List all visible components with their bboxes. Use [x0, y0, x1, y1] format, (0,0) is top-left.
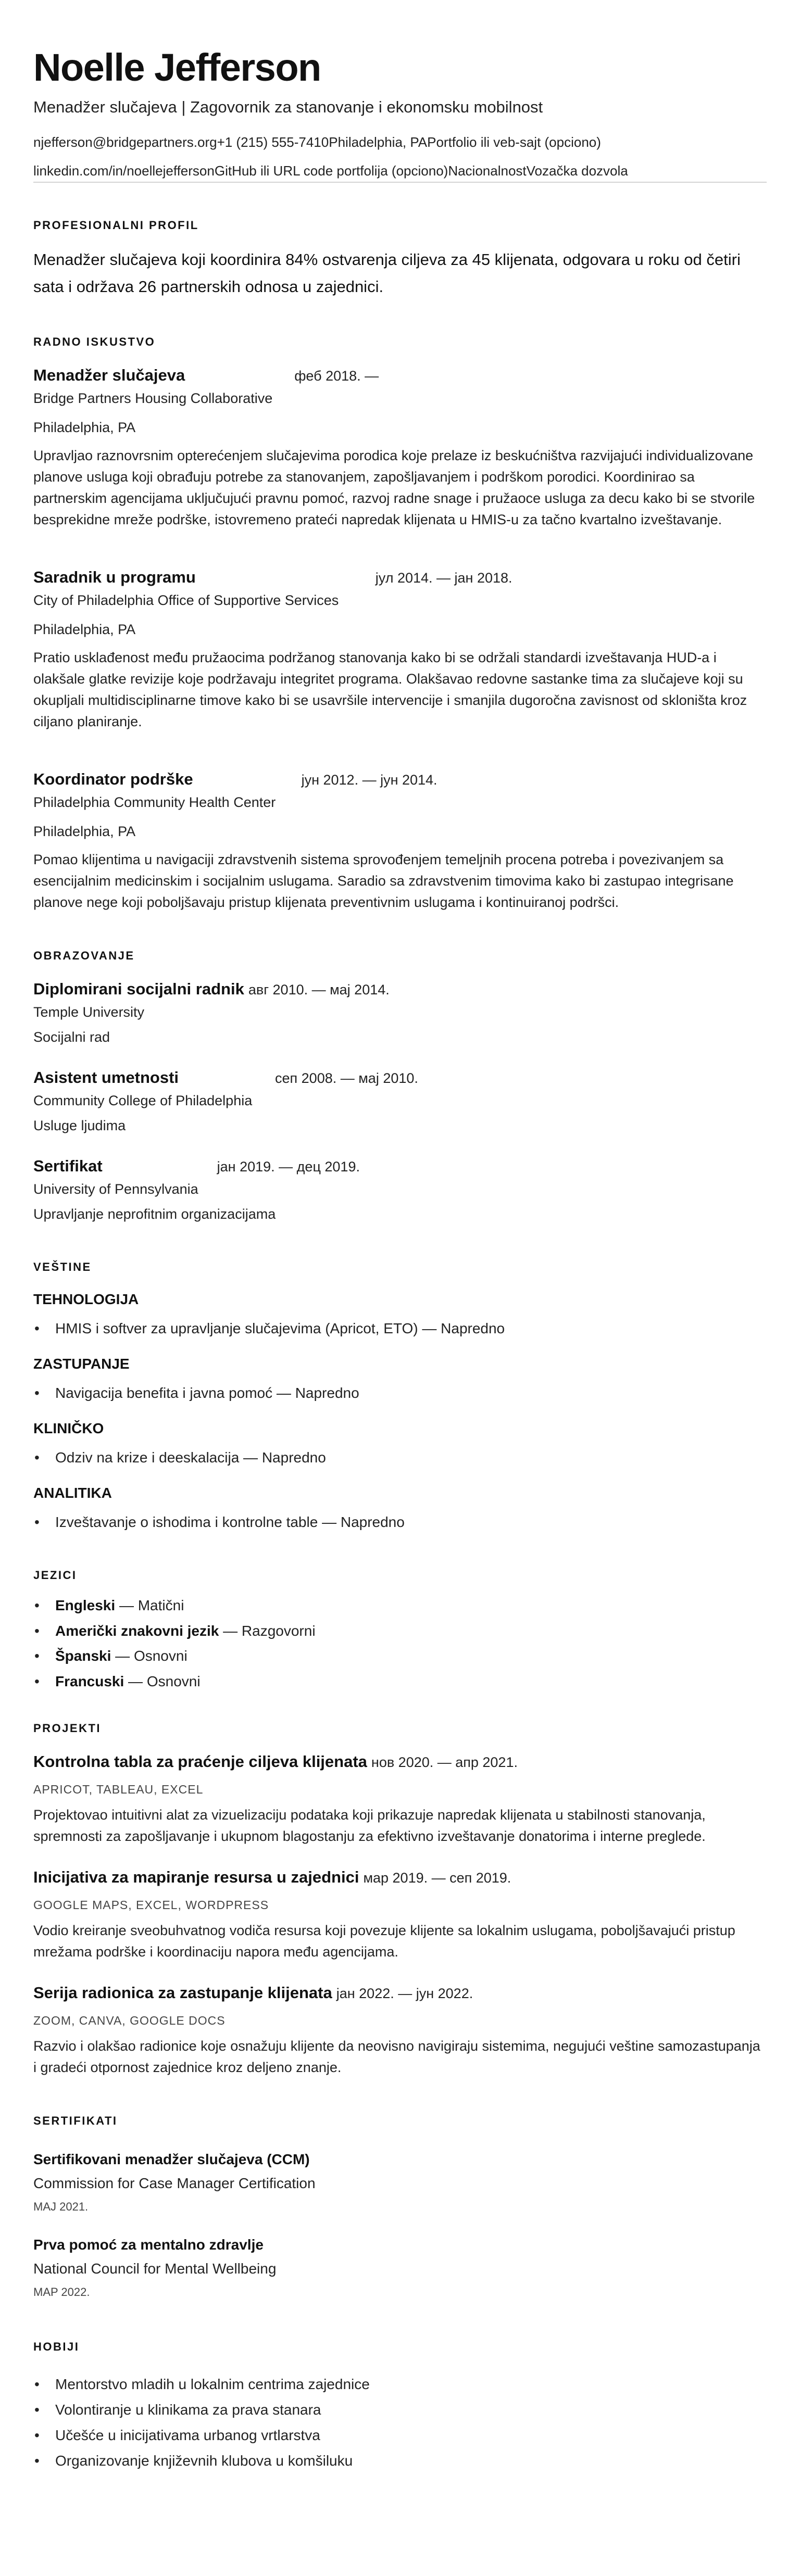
degree-title: Asistent umetnosti — [33, 1068, 179, 1087]
education-entry — [33, 1067, 767, 1136]
language-level: — Osnovni — [124, 1673, 201, 1689]
job-dates: јун 2012. — јун 2014. — [301, 772, 438, 788]
bullet-icon: • — [34, 2452, 40, 2469]
project-dates: јан 2022. — јун 2022. — [336, 1985, 473, 2001]
project-entry — [33, 1751, 767, 1847]
certifications-section — [33, 2114, 767, 2300]
job-description: Pomao klijentima u navigaciji zdravstvenih sistema sprovođenjem temeljnih procena potreba i povezivanjem sa esencijalnim medicinskim i socijalnim uslugama. Saradio sa zdravstvenim timovima kako bi zastupao integrisane planove nege koji poboljšavaju pristup klijenata preventivnim uslugama i kontinuiranoj podršci. — [33, 852, 734, 910]
project-description: Vodio kreiranje sveobuhvatnog vodiča resursa koji povezuje klijente sa lokalnim uslugama, poboljšavajući pristup mrežama podrške i koordinaciju napora među agencijama. — [33, 1922, 735, 1960]
section-heading: PROJEKTI — [33, 1721, 102, 1735]
bullet-icon: • — [34, 2427, 40, 2443]
languages-section — [33, 1568, 767, 1692]
project-tech: GOOGLE MAPS, EXCEL, WORDPRESS — [33, 1898, 269, 1912]
school-name: University of Pennsylvania — [33, 1181, 198, 1197]
job-entry — [33, 567, 767, 733]
resume-header — [33, 46, 767, 183]
language-level: — Matični — [115, 1597, 184, 1613]
certification-title: Sertifikovani menadžer slučajeva (CCM) — [33, 2151, 310, 2167]
school-name: Temple University — [33, 1004, 145, 1020]
certification-entry — [33, 2236, 767, 2300]
section-heading: VEŠTINE — [33, 1260, 92, 1273]
section-heading: RADNO ISKUSTVO — [33, 335, 156, 348]
language-item — [33, 1595, 767, 1616]
degree-title: Sertifikat — [33, 1157, 103, 1175]
language-item — [33, 1646, 767, 1666]
bullet-icon: • — [34, 1648, 40, 1664]
education-section — [33, 949, 767, 1224]
skill-item: • HMIS i softver za upravljanje slučajevima (Apricot, ETO) — Napredno — [33, 1318, 767, 1339]
section-heading: PROFESIONALNI PROFIL — [33, 219, 199, 232]
skill-category: TEHNOLOGIJA — [33, 1291, 139, 1307]
job-location: Philadelphia, PA — [33, 420, 136, 435]
job-dates: јул 2014. — јан 2018. — [375, 570, 512, 586]
projects-section — [33, 1721, 767, 2078]
job-entry — [33, 769, 767, 913]
skill-item: • Izveštavanje o ishodima i kontrolne table — Napredno — [33, 1512, 767, 1533]
job-title: Menadžer slučajeva — [33, 366, 185, 384]
certification-entry — [33, 2150, 767, 2215]
contact-row — [33, 133, 767, 151]
location-text: Philadelphia, PA — [329, 134, 428, 150]
bullet-icon: • — [34, 1320, 40, 1336]
language-item — [33, 1621, 767, 1641]
bullet-icon: • — [34, 1673, 40, 1689]
section-heading: OBRAZOVANJE — [33, 949, 135, 962]
portfolio-link[interactable]: Portfolio ili veb-sajt (opciono) — [427, 134, 601, 150]
education-entry — [33, 979, 767, 1047]
language-name: Francuski — [55, 1673, 124, 1689]
hobby-item: • Učešće u inicijativama urbanog vrtlarstva — [33, 2425, 767, 2446]
school-name: Community College of Philadelphia — [33, 1093, 253, 1108]
section-heading: HOBIJI — [33, 2340, 80, 2353]
bullet-icon: • — [34, 2376, 40, 2392]
project-title: Serija radionica za zastupanje klijenata — [33, 1983, 332, 2002]
project-tech: ZOOM, CANVA, GOOGLE DOCS — [33, 2013, 226, 2027]
project-title: Inicijativa za mapiranje resursa u zajednici — [33, 1867, 359, 1886]
project-entry — [33, 1982, 767, 2078]
job-location: Philadelphia, PA — [33, 824, 136, 839]
project-entry — [33, 1867, 767, 1963]
bullet-icon: • — [34, 1449, 40, 1466]
company-name: Philadelphia Community Health Center — [33, 794, 276, 810]
project-description: Razvio i olakšao radionice koje osnažuju klijente da neovisno navigiraju sistemima, negujući veštine samozastupanja i gradeći otpornost zajednice kroz deljeno znanje. — [33, 2038, 760, 2075]
language-name: Američki znakovni jezik — [55, 1622, 219, 1639]
job-description: Pratio usklađenost među pružaocima podržanog stanovanja kako bi se održali standardi izveštavanja HUD-a i olakšale glatke revizije koje podržavaju integritet programa. Olakšavao redovne sastanke tima za slučajeve koji su okupljali multidisciplinarne timove kako bi se usavršile intervencije i smanjila dugoročna zavisnost od skloništa kroz ciljano planiranje. — [33, 650, 747, 729]
hobbies-section — [33, 2340, 767, 2471]
company-name: City of Philadelphia Office of Supportive Services — [33, 592, 339, 608]
header-divider — [33, 182, 767, 183]
job-location: Philadelphia, PA — [33, 622, 136, 637]
education-dates: сеп 2008. — мај 2010. — [275, 1070, 418, 1086]
phone-link[interactable]: +1 (215) 555-7410 — [217, 134, 329, 150]
certification-date: MAP 2022. — [33, 2285, 90, 2299]
certification-title: Prva pomoć za mentalno zdravlje — [33, 2236, 264, 2253]
project-description: Projektovao intuitivni alat za vizuelizaciju podataka koji prikazuje napredak klijenata u stabilnosti stanovanja, spremnosti za zapošljavanje i ukupnom blagostanju za efektivno izveštavanje donatorima i interne preglede. — [33, 1807, 706, 1844]
language-level: — Razgovorni — [219, 1622, 316, 1639]
project-title: Kontrolna tabla za praćenje ciljeva klijenata — [33, 1752, 367, 1771]
education-entry — [33, 1156, 767, 1224]
bullet-icon: • — [34, 1622, 40, 1639]
candidate-subtitle: Menadžer slučajeva | Zagovornik za stanovanje i ekonomsku mobilnost — [33, 98, 543, 116]
skill-category: KLINIČKO — [33, 1420, 104, 1436]
field-of-study: Usluge ljudima — [33, 1118, 126, 1133]
bullet-icon: • — [34, 1385, 40, 1401]
job-description: Upravljao raznovrsnim opterećenjem slučajevima porodica koje prelaze iz beskućništva razvijajući individualizovane planove usluga koji obrađuju potrebe za stanovanjem, zapošljavanjem i podrškom porodici. Koordinirao sa partnerskim agencijama uključujući pravnu pomoć, razvoj radne snage i pružaoce usluga za decu kako bi se stvorile besprekidne mreže podrške, istovremeno prateći napredak klijenata u HMIS-u za tačno kvartalno izveštavanje. — [33, 448, 755, 527]
profile-text: Menadžer slučajeva koji koordinira 84% ostvarenja ciljeva za 45 klijenata, odgovara u roku od četiri sata i održava 26 partnerskih odnosa u zajednici. — [33, 250, 741, 296]
contact-row — [33, 162, 767, 180]
job-title: Saradnik u programu — [33, 568, 196, 586]
language-item — [33, 1671, 767, 1692]
section-heading: JEZICI — [33, 1569, 77, 1582]
candidate-name: Noelle Jefferson — [33, 46, 321, 89]
project-dates: мар 2019. — сеп 2019. — [363, 1870, 511, 1886]
hobby-item: • Mentorstvo mladih u lokalnim centrima zajednice — [33, 2374, 767, 2395]
job-title: Koordinator podrške — [33, 770, 193, 788]
skill-item: • Odziv na krize i deeskalacija — Napredno — [33, 1447, 767, 1468]
certification-issuer: Commission for Case Manager Certification — [33, 2175, 316, 2191]
linkedin-link[interactable]: linkedin.com/in/noellejefferson — [33, 163, 215, 179]
language-name: Engleski — [55, 1597, 116, 1613]
job-entry — [33, 365, 767, 531]
bullet-icon: • — [34, 1597, 40, 1613]
education-dates: јан 2019. — дец 2019. — [217, 1159, 360, 1175]
education-dates: авг 2010. — мај 2014. — [248, 982, 390, 997]
experience-section — [33, 335, 767, 913]
github-link[interactable]: GitHub ili URL code portfolija (opciono) — [214, 163, 448, 179]
skill-item: • Navigacija benefita i javna pomoć — Napredno — [33, 1383, 767, 1404]
project-tech: APRICOT, TABLEAU, EXCEL — [33, 1782, 204, 1796]
field-of-study: Socijalni rad — [33, 1029, 110, 1045]
bullet-icon: • — [34, 2401, 40, 2418]
degree-title: Diplomirani socijalni radnik — [33, 980, 244, 998]
skill-category: ZASTUPANJE — [33, 1356, 130, 1372]
nationality-text: Nacionalnost — [448, 163, 527, 179]
bullet-icon: • — [34, 1514, 40, 1530]
certification-issuer: National Council for Mental Wellbeing — [33, 2260, 277, 2277]
project-dates: нов 2020. — апр 2021. — [371, 1754, 518, 1770]
language-level: — Osnovni — [111, 1648, 188, 1664]
drivers-license-text: Vozačka dozvola — [526, 163, 628, 179]
certification-date: MAJ 2021. — [33, 2200, 89, 2213]
skill-category: ANALITIKA — [33, 1485, 112, 1501]
email-link[interactable]: njefferson@bridgepartners.org — [33, 134, 217, 150]
profile-section — [33, 218, 767, 300]
section-heading: SERTIFIKATI — [33, 2114, 118, 2127]
field-of-study: Upravljanje neprofitnim organizacijama — [33, 1206, 276, 1222]
job-dates: феб 2018. — — [294, 368, 379, 384]
hobby-item: • Organizovanje književnih klubova u komšiluku — [33, 2451, 767, 2471]
company-name: Bridge Partners Housing Collaborative — [33, 390, 273, 406]
skills-section — [33, 1260, 767, 1533]
language-name: Španski — [55, 1648, 111, 1664]
hobby-item: • Volontiranje u klinikama za prava stanara — [33, 2400, 767, 2420]
